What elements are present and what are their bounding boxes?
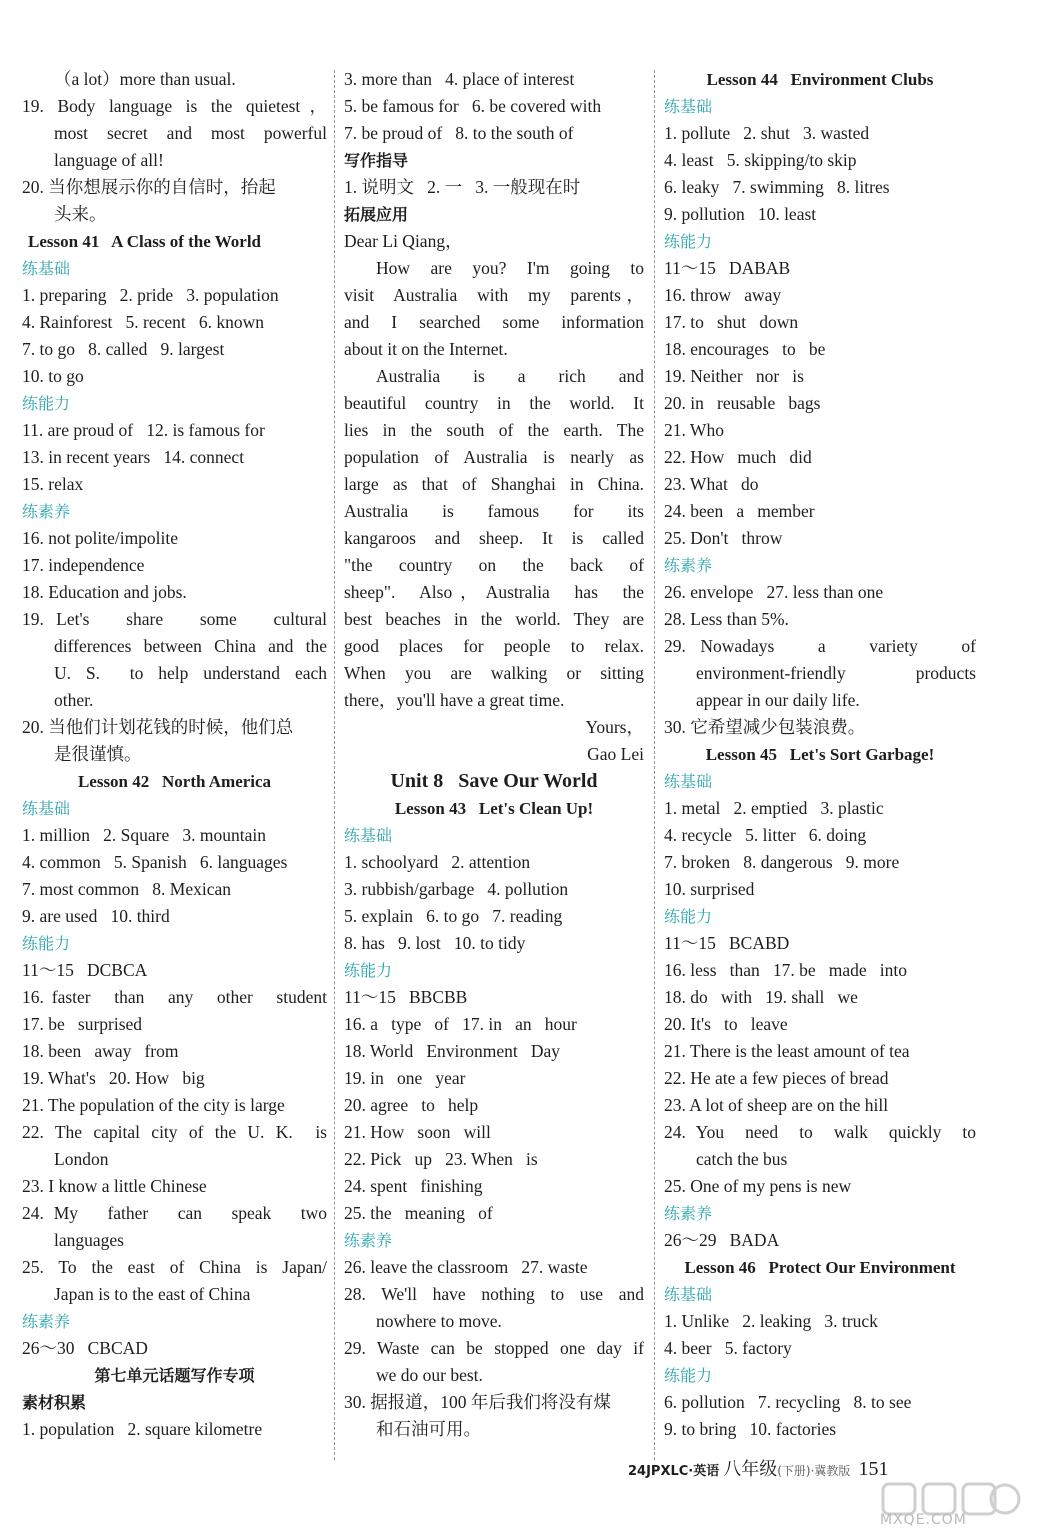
answer-line: 18. do with 19. shall we [664,987,858,1007]
answer-line: 11. are proud of 12. is famous for [22,420,265,440]
answer-line: 10. to go [22,366,84,386]
answer-line: 9. to bring 10. factories [664,1419,837,1439]
answer-line: visit Australia with my parents， [344,285,644,305]
answer-line: 21. There is the least amount of tea [664,1041,910,1061]
lesson-title: Lesson 41 A Class of the World [28,232,262,251]
answer-line: 25. One of my pens is new [664,1176,852,1196]
answer-line: 26～30 CBCAD [22,1338,148,1358]
answer-line: 16. not polite/impolite [22,528,179,548]
grade-label: 八年级 [723,1459,778,1480]
watermark-text: MXQE.COM [880,1512,967,1528]
answer-line: 1. pollute 2. shut 3. wasted [664,123,870,143]
answer-line: 17. be surprised [22,1014,143,1034]
lesson-title: Lesson 42 North America [77,772,272,791]
answer-line: 5. explain 6. to go 7. reading [344,906,563,926]
answer-line: 22. The capital city of the U. K. is [22,1122,327,1142]
answer-line: we do our best. [376,1365,483,1385]
answer-line: 19. in one year [344,1068,466,1088]
answer-line: 23. What do [664,474,759,494]
section-heading: 练基础 [22,799,71,818]
answer-line: 20. It's to leave [664,1014,788,1034]
answer-line: 19. What's 20. How big [22,1068,205,1088]
section-heading: 练能力 [664,907,713,926]
answer-line: 9. are used 10. third [22,906,170,926]
section-heading: 练素养 [22,502,71,521]
answer-line: 7. broken 8. dangerous 9. more [664,852,900,872]
answer-line: 5. be famous for 6. be covered with [344,96,602,116]
answer-line: 24. spent finishing [344,1176,483,1196]
answer-line: 15. relax [22,474,84,494]
answer-line: appear in our daily life. [696,690,860,710]
answer-line: 8. has 9. lost 10. to tidy [344,933,526,953]
section-heading: 练素养 [344,1231,393,1250]
answer-line: most secret and most powerful [54,123,327,143]
section-heading: 练能力 [664,1366,713,1385]
answer-line: 23. I know a little Chinese [22,1176,207,1196]
answer-line: 16. throw away [664,285,782,305]
answer-line: 20. 当你想展示你的自信时，抬起 [22,177,276,197]
lesson-title: 素材积累 [22,1393,87,1412]
answer-line: 25. To the east of China is Japan/ [22,1257,327,1277]
lesson-title: Unit 8 Save Our World [390,770,598,792]
answer-line: 13. in recent years 14. connect [22,447,245,467]
section-heading: 练能力 [22,394,71,413]
answer-column-1 [22,66,327,1443]
answer-line: 29. Nowadays a variety of [664,636,976,656]
answer-line: 20. agree to help [344,1095,479,1115]
lesson-title: Lesson 43 Let's Clean Up! [394,799,594,818]
answer-line: 24. My father can speak two [22,1203,327,1223]
answer-line: 4. least 5. skipping/to skip [664,150,857,170]
section-heading: 练基础 [664,772,713,791]
answer-line: 4. common 5. Spanish 6. languages [22,852,288,872]
answer-line: 20. in reusable bags [664,393,821,413]
answer-line: How are you? I'm going to [376,258,644,278]
section-heading: 练能力 [344,961,393,980]
answer-line: 21. Who [664,420,724,440]
lesson-title: Lesson 44 Environment Clubs [706,70,934,89]
answer-line: 25. the meaning of [344,1203,493,1223]
answer-line: 4. recycle 5. litter 6. doing [664,825,867,845]
answer-line: about it on the Internet. [344,339,508,359]
answer-line: good places for people to relax. [344,636,644,656]
answer-line: 6. leaky 7. swimming 8. litres [664,177,890,197]
answer-line: 1. population 2. square kilometre [22,1419,263,1439]
answer-line: 1. metal 2. emptied 3. plastic [664,798,884,818]
lesson-title: Lesson 46 Protect Our Environment [684,1258,956,1277]
answer-line: 17. independence [22,555,145,575]
answer-line: 1. million 2. Square 3. mountain [22,825,267,845]
section-heading: 练基础 [22,259,71,278]
answer-line: U. S. to help understand each [54,663,327,683]
answer-line: 22. How much did [664,447,812,467]
lesson-title: 写作指导 [344,151,409,170]
answer-line: differences between China and the [54,636,327,656]
answer-line: 20. 当他们计划花钱的时候，他们总 [22,717,294,737]
answer-line: 4. beer 5. factory [664,1338,792,1358]
answer-line: 18. World Environment Day [344,1041,561,1061]
answer-line: 11～15 DCBCA [22,960,148,980]
answer-line: environment-friendly products [696,663,976,683]
column-divider-2 [654,70,655,1460]
answer-line: 24. been a member [664,501,815,521]
answer-line: large as that of Shanghai in China. [344,474,644,494]
answer-line: 11～15 DABAB [664,258,791,278]
answer-line: 9. pollution 10. least [664,204,817,224]
answer-line: 16. a type of 17. in an hour [344,1014,577,1034]
answer-line: 和石油可用。 [376,1419,481,1439]
answer-line: kangaroos and sheep. It is called [344,528,644,548]
answer-line: Dear Li Qiang， [344,231,463,251]
answer-line: catch the bus [696,1149,788,1169]
answer-line: 26. envelope 27. less than one [664,582,884,602]
term-label: (下册)·冀教版 [777,1464,851,1478]
answer-line: languages [54,1230,124,1250]
answer-line: sheep". Also，Australia has the [344,582,644,602]
answer-line: 1. schoolyard 2. attention [344,852,531,872]
answer-line: 18. encourages to be [664,339,826,359]
answer-line: 28. Less than 5%. [664,609,789,629]
answer-line: Yours， [585,717,644,737]
answer-line: 28. We'll have nothing to use and [344,1284,644,1304]
answer-line: Australia is famous for its [344,501,644,521]
answer-line: 3. more than 4. place of interest [344,69,575,89]
answer-line: 23. A lot of sheep are on the hill [664,1095,889,1115]
column-divider-1 [334,70,335,1460]
answer-line: 3. rubbish/garbage 4. pollution [344,879,569,899]
answer-line: Gao Lei [587,744,644,764]
answer-line: Japan is to the east of China [54,1284,251,1304]
section-heading: 练素养 [664,556,713,575]
page-number: 151 [858,1458,889,1480]
section-heading: 练能力 [664,232,713,251]
answer-line: language of all! [54,150,164,170]
answer-line: 19. Body language is the quietest， [22,96,327,116]
answer-line: 19. Neither nor is [664,366,804,386]
section-heading: 练基础 [664,1285,713,1304]
answer-line: and I searched some information [344,312,644,332]
answer-line: London [54,1149,109,1169]
answer-line: 7. to go 8. called 9. largest [22,339,225,359]
answer-line: 7. most common 8. Mexican [22,879,232,899]
answer-line: 1. 说明文 2. 一 3. 一般现在时 [344,177,581,197]
answer-line: 16. less than 17. be made into [664,960,908,980]
answer-line: "the country on the back of [344,555,644,575]
answer-line: 30. 它希望减少包装浪费。 [664,717,866,737]
answer-line: population of Australia is nearly as [344,447,644,467]
answer-line: 1. Unlike 2. leaking 3. truck [664,1311,878,1331]
section-heading: 练基础 [664,97,713,116]
answer-line: 11～15 BCABD [664,933,790,953]
answer-line: there，you'll have a great time. [344,690,565,710]
answer-column-3 [664,66,976,1443]
answer-line: （a lot）more than usual. [54,69,236,89]
answer-line: 10. surprised [664,879,755,899]
answer-line: 26～29 BADA [664,1230,780,1250]
answer-line: 6. pollution 7. recycling 8. to see [664,1392,912,1412]
answer-line: nowhere to move. [376,1311,502,1331]
answer-line: 26. leave the classroom 27. waste [344,1257,588,1277]
section-heading: 练素养 [664,1204,713,1223]
book-code: 24JPXLC·英语 [628,1464,720,1479]
answer-line: 11～15 BBCBB [344,987,468,1007]
answer-line: 30. 据报道，100 年后我们将没有煤 [344,1392,611,1412]
answer-line: 7. be proud of 8. to the south of [344,123,574,143]
lesson-title: 第七单元话题写作专项 [94,1366,255,1385]
answer-line: 25. Don't throw [664,528,783,548]
answer-line: 22. He ate a few pieces of bread [664,1068,889,1088]
answer-line: 21. The population of the city is large [22,1095,285,1115]
answer-line: best beaches in the world. They are [344,609,644,629]
answer-line: 4. Rainforest 5. recent 6. known [22,312,265,332]
answer-line: 21. How soon will [344,1122,491,1142]
answer-line: 1. preparing 2. pride 3. population [22,285,279,305]
answer-line: 是很谨慎。 [54,744,142,764]
answer-line: lies in the south of the earth. The [344,420,644,440]
answer-line: beautiful country in the world. It [344,393,644,413]
section-heading: 练能力 [22,934,71,953]
answer-line: 24. You need to walk quickly to [664,1122,976,1142]
answer-line: 18. been away from [22,1041,179,1061]
answer-line: 22. Pick up 23. When is [344,1149,538,1169]
lesson-title: Lesson 45 Let's Sort Garbage! [705,745,935,764]
answer-line: other. [54,690,94,710]
answer-line: 19. Let's share some cultural [22,609,327,629]
answer-line: Australia is a rich and [376,366,644,386]
section-heading: 练素养 [22,1312,71,1331]
answer-line: When you are walking or sitting [344,663,644,683]
answer-line: 18. Education and jobs. [22,582,187,602]
answer-line: 头来。 [54,204,107,224]
answer-line: 16. faster than any other student [22,987,327,1007]
section-heading: 练基础 [344,826,393,845]
answer-line: 29. Waste can be stopped one day if [344,1338,644,1358]
answer-line: 17. to shut down [664,312,799,332]
lesson-title: 拓展应用 [344,205,409,224]
answer-column-2 [344,66,644,1443]
